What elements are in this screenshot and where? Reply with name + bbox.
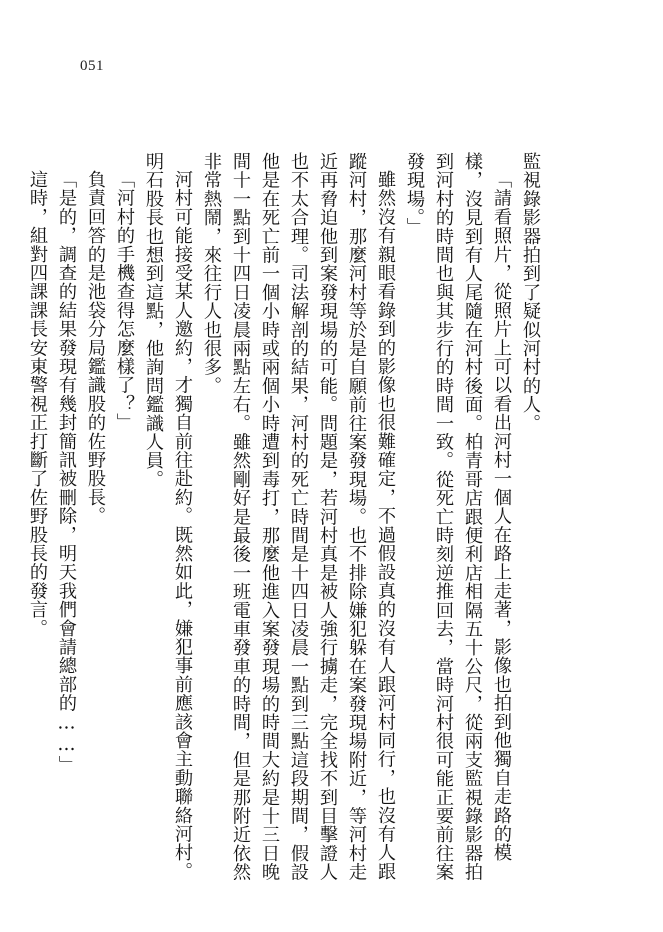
paragraph-1: 監視錄影器拍到了疑似河村的人。 — [520, 152, 541, 433]
paragraph-8: 這時，組對四課課長安東警視正打斷了佐野股長的發言。 — [27, 170, 48, 638]
paragraph-2: 「請看照片，從照片上可以看出河村一個人在路上走著，影像也拍到他獨自走路的模樣，沒見到有人尾隨在河村後面。柏青哥店跟便利店相隔五十公尺，從兩支監視錄影器拍到河村的時間也與其步行的時間一致。從死亡時刻逆推回去，當時河村很可能正要前往案發現場。」 — [404, 152, 512, 882]
paragraph-3: 雖然沒有親眼看錄到的影像也很難確定，不過假設真的沒有人跟河村同行，也沒有人跟蹤河村，那麼河村等於是自願前往案發現場。也不排除嫌犯躲在案發現場附近，等河村走近再脅迫他到案發現場的可能。問題是，若河村真是被人強行擄走，完全找不到目擊證人也不太合理。司法解剖的結果，河村的死亡時間是十四日凌晨一點到三點這段期間，假設他是在死亡前一個小時或兩個小時遭到毒打，那麼他進入案發現場的時間大約是十三日晚間十一點到十四日凌晨兩點左右。雖然剛好是最後一班電車發車的時間，但是那附近依然非常熱鬧，來往行人也很多。 — [201, 152, 396, 882]
body-text — [23, 152, 545, 882]
page-number: 051 — [80, 58, 104, 74]
paragraph-7: 「是的，調查的結果發現有幾封簡訊被刪除，明天我們會請總部的……」 — [56, 170, 77, 775]
paragraph-4: 河村可能接受某人邀約，才獨自前往赴約。既然如此，嫌犯事前應該會主動聯絡河村。明石股長也想到這點，他詢問鑑識人員。 — [143, 152, 193, 881]
paragraph-6: 負責回答的是池袋分局鑑識股的佐野股長。 — [85, 170, 106, 526]
paragraph-5: 「河村的手機查得怎麼樣了？」 — [114, 170, 135, 432]
